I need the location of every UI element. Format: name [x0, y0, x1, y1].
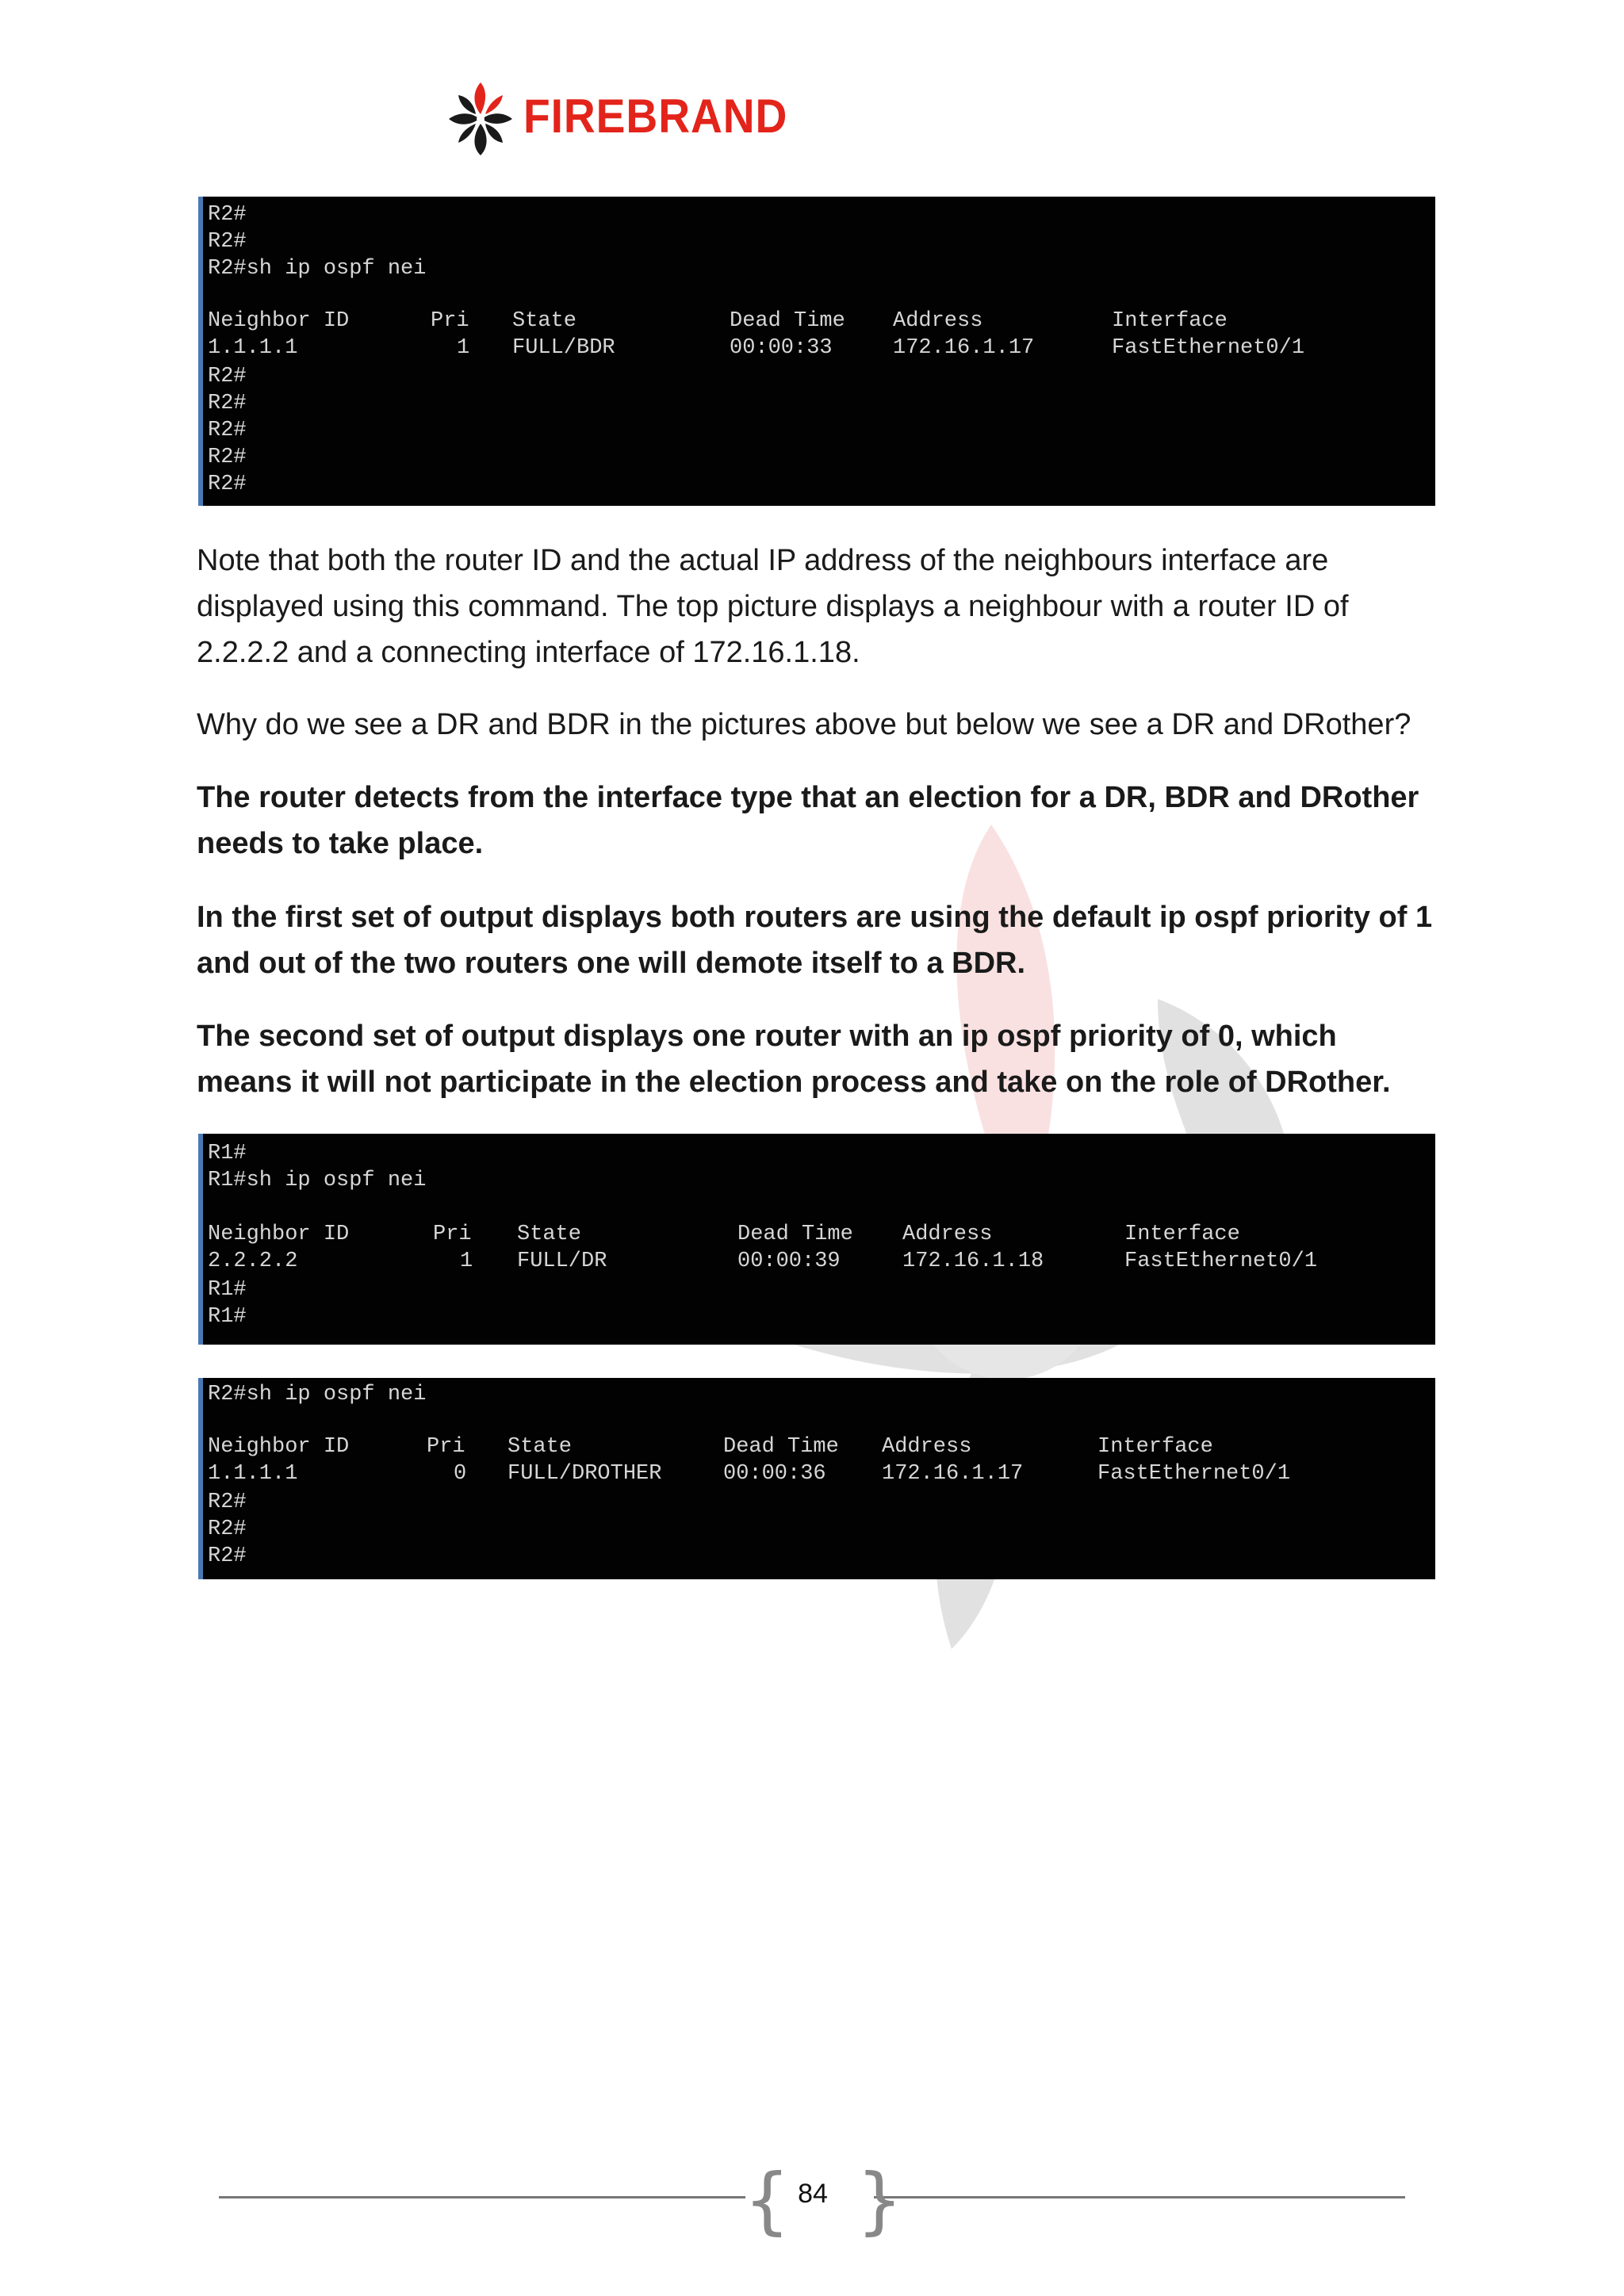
header-neighbor-id: Neighbor ID	[208, 1223, 350, 1246]
firebrand-swirl-icon	[444, 79, 517, 159]
header-dead-time: Dead Time	[730, 309, 845, 333]
header-state: State	[517, 1223, 582, 1246]
terminal-line: R1#	[208, 1278, 247, 1302]
header-dead-time: Dead Time	[737, 1223, 853, 1246]
header-interface: Interface	[1124, 1223, 1240, 1246]
cell-interface: FastEthernet0/1	[1097, 1462, 1291, 1486]
terminal-line: R1#	[208, 1305, 247, 1329]
header-pri: Pri	[431, 309, 469, 333]
terminal-line: R2#	[208, 1490, 247, 1514]
paragraph-second-output: The second set of output displays one router with an ip ospf priority of 0, which means it will not participate in the election process and take on the role of DRother.	[197, 1020, 1391, 1099]
terminal-line: R1#sh ip ospf nei	[208, 1169, 427, 1192]
terminal-screenshot-r1	[198, 1134, 1435, 1345]
terminal-line: R2#	[208, 473, 247, 496]
terminal-screenshot-r2-second	[198, 1378, 1435, 1579]
cell-pri: 0	[454, 1462, 467, 1486]
paragraph-first-output: In the first set of output displays both routers are using the default ip ospf priority of 1 and out of the two routers one will demote itself to a BDR.	[197, 901, 1433, 980]
cell-interface: FastEthernet0/1	[1112, 336, 1305, 360]
cell-pri: 1	[457, 336, 470, 360]
terminal-line: R2#	[208, 230, 247, 254]
cell-neighbor-id: 1.1.1.1	[208, 336, 298, 360]
footer-right-brace: }	[856, 2158, 903, 2243]
cell-address: 172.16.1.17	[893, 336, 1035, 360]
firebrand-wordmark: FIREBRAND	[523, 90, 788, 143]
terminal-line: R1#	[208, 1142, 247, 1165]
header-address: Address	[882, 1435, 972, 1459]
header-neighbor-id: Neighbor ID	[208, 309, 350, 333]
page-number: 84	[798, 2179, 828, 2209]
footer-rule-right	[874, 2196, 1405, 2198]
terminal-line: R2#	[208, 365, 247, 388]
header-neighbor-id: Neighbor ID	[208, 1435, 350, 1459]
cell-dead-time: 00:00:36	[723, 1462, 826, 1486]
cell-dead-time: 00:00:39	[737, 1249, 841, 1273]
header-dead-time: Dead Time	[723, 1435, 839, 1459]
cell-pri: 1	[460, 1249, 473, 1273]
header-address: Address	[902, 1223, 993, 1246]
header-pri: Pri	[433, 1223, 472, 1246]
cell-neighor-id: 2.2.2.2	[208, 1249, 298, 1273]
header-state: State	[512, 309, 577, 333]
header-interface: Interface	[1097, 1435, 1213, 1459]
header-interface: Interface	[1112, 309, 1228, 333]
paragraph-election-detect: The router detects from the interface type that an election for a DR, BDR and DRother needs to take place.	[197, 781, 1419, 860]
paragraph-dr-question: Why do we see a DR and BDR in the pictures above but below we see a DR and DRother?	[197, 708, 1411, 741]
cell-dead-time: 00:00:33	[730, 336, 833, 360]
terminal-line: R2#sh ip ospf nei	[208, 257, 427, 281]
terminal-line: R2#sh ip ospf nei	[208, 1383, 427, 1406]
paragraph-router-id-note: Note that both the router ID and the actual IP address of the neighbours interface are displayed using this command. The top picture displays a neighbour with a router ID of 2.2.2.2 and a connecting interface of 172.16.1.18.	[197, 544, 1349, 669]
terminal-line: R2#	[208, 203, 247, 227]
cell-address: 172.16.1.17	[882, 1462, 1024, 1486]
footer-left-brace: {	[744, 2158, 791, 2243]
cell-state: FULL/BDR	[512, 336, 615, 360]
cell-interface: FastEthernet0/1	[1124, 1249, 1318, 1273]
terminal-line: R2#	[208, 446, 247, 469]
firebrand-logo	[444, 78, 788, 161]
header-state: State	[508, 1435, 573, 1459]
cell-state: FULL/DR	[517, 1249, 607, 1273]
cell-state: FULL/DROTHER	[508, 1462, 662, 1486]
footer-rule-left	[219, 2196, 745, 2198]
terminal-screenshot-r2-first	[198, 197, 1435, 506]
cell-address: 172.16.1.18	[902, 1249, 1044, 1273]
terminal-line: R2#	[208, 419, 247, 442]
header-address: Address	[893, 309, 983, 333]
header-pri: Pri	[427, 1435, 465, 1459]
terminal-line: R2#	[208, 392, 247, 415]
terminal-line: R2#	[208, 1517, 247, 1541]
cell-neighbor-id: 1.1.1.1	[208, 1462, 298, 1486]
terminal-line: R2#	[208, 1544, 247, 1568]
